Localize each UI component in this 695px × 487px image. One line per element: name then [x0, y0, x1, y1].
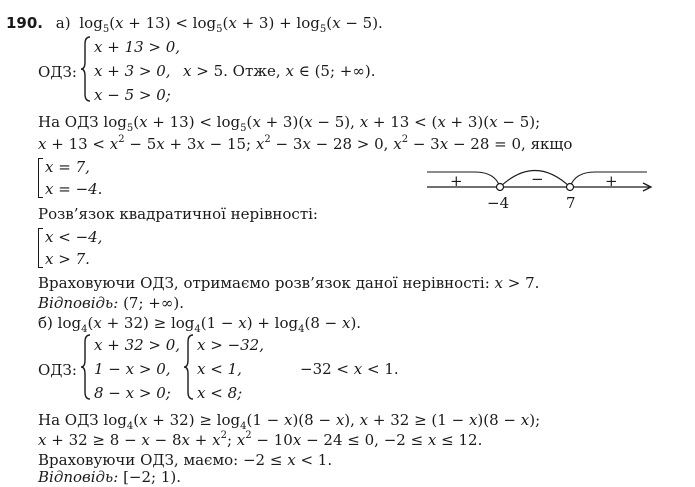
sign-plus-left: + [450, 172, 463, 190]
problem-header-a [6, 14, 383, 35]
odz-a-row3: x − 5 > 0; [94, 86, 171, 104]
odz-brace-b1 [80, 334, 92, 400]
answer-label-a: Відповідь: [38, 294, 119, 312]
problem-number: 190. [6, 14, 44, 32]
part-b-line2: $x + 32 \ge 8 - x - 8x + x^2$; $x^2 - 10x - 24 \le 0$, −2 ≤ x ≤ 12. [38, 430, 483, 449]
part-a-inequality: $\log_5(x + 13) < \log_5(x + 3) + \log_5(x - 5)$. [79, 14, 383, 35]
sign-plus-right: + [605, 172, 618, 190]
roots-bracket [38, 158, 43, 198]
part-a-conclusion: Враховуючи ОДЗ, отримаємо розв’язок даної нерівності: x > 7. [38, 274, 540, 292]
part-b-conclusion: Враховуючи ОДЗ, маємо: −2 ≤ x < 1. [38, 451, 333, 469]
answer-value-b: [−2; 1). [123, 468, 182, 486]
odz-b2-row1: x > −32, [197, 336, 264, 354]
odz-label-a: ОДЗ: [38, 63, 77, 81]
odz-b2-row3: x < 8; [197, 384, 243, 402]
part-a-answer [38, 294, 184, 312]
odz-b2-row2: x < 1, [197, 360, 242, 378]
odz-b1-row1: x + 32 > 0, [94, 336, 181, 354]
root-1: x = 7, [45, 158, 90, 176]
quad-label: Розв’язок квадратичної нерівності: [38, 205, 318, 223]
part-b-label: б) [38, 314, 53, 332]
odz-b1-row2: 1 − x > 0, [94, 360, 171, 378]
part-a-line2: $x + 13 < x^2 - 5x + 3x - 15$; $x^2 - 3x - 28 > 0$, $x^2 - 3x - 28 = 0$, якщо [38, 134, 573, 153]
quad-sol-1: x < −4, [45, 228, 103, 246]
point-label-neg4: −4 [487, 194, 510, 212]
root-2: x = −4. [45, 180, 103, 198]
quad-bracket [38, 228, 43, 268]
part-b-line1: На ОДЗ $\log_4(x + 32) \ge \log_4(1 - x)(8 - x)$, x + 32 ≥ (1 − x)(8 − x); [38, 411, 541, 432]
part-b-header: б) $\log_4(x + 32) \ge \log_4(1 - x) + \log_4(8 - x)$. [38, 314, 362, 335]
part-a-line1: На ОДЗ $\log_5(x + 13) < \log_5(x + 3)(x - 5)$, x + 13 < (x + 3)(x − 5); [38, 113, 541, 134]
odz-label-b: ОДЗ: [38, 361, 77, 379]
part-b-answer [38, 468, 181, 486]
odz-b-result: −32 < x < 1. [300, 360, 399, 378]
sign-minus: − [531, 170, 544, 188]
odz-b1-row3: 8 − x > 0; [94, 384, 171, 402]
part-a-label: а) [55, 14, 71, 32]
odz-brace-b2 [183, 334, 195, 400]
odz-brace-a [80, 36, 92, 102]
answer-value-a: (7; +∞). [123, 294, 184, 312]
point-label-7: 7 [566, 194, 576, 212]
odz-a-result: x > 5. Отже, x ∈ (5; +∞). [183, 62, 376, 80]
odz-a-row2: x + 3 > 0, [94, 62, 171, 80]
odz-a-row1: x + 13 > 0, [94, 38, 181, 56]
quad-sol-2: x > 7. [45, 250, 90, 268]
answer-label-b: Відповідь: [38, 468, 119, 486]
